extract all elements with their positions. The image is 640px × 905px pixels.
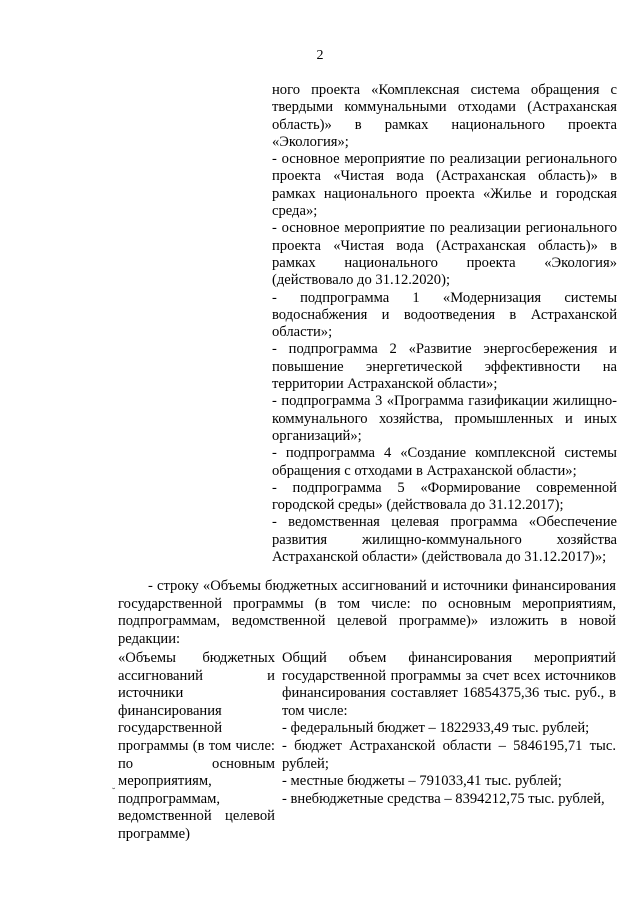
list-item: - подпрограмма 5 «Формирование современной городской среды» (действовала до 31.12.2017); [272, 479, 617, 514]
amendment-paragraph [118, 578, 616, 648]
list-item: - подпрограмма 2 «Развитие энергосбережения и повышение энергетической эффективности на территории Астраханской области»; [272, 341, 617, 393]
list-item: - основное мероприятие по реализации регионального проекта «Чистая вода (Астраханская область)» в рамках национального проекта «Экология» (действовало до 31.12.2020); [272, 220, 617, 289]
list-item: ного проекта «Комплексная система обращения с твердыми коммунальными отходами (Астраханская область)» в рамках национального проекта «Экология»; [272, 82, 617, 150]
list-item: - подпрограмма 1 «Модернизация системы водоснабжения и водоотведения в Астраханской области»; [272, 289, 617, 341]
list-item: - подпрограмма 4 «Создание комплексной системы обращения с отходами в Астраханской области»; [272, 445, 617, 479]
funding-line: - внебюджетные средства – 8394212,75 тыс. рублей, [282, 790, 605, 807]
amendment-text: - строку «Объемы бюджетных ассигнований и источники финансирования государственной программы (в том числе: по основным мероприятиям, подпрограммам, ведомственной целевой программе)» изложить в новой редакции: [118, 578, 616, 647]
funding-line: - федеральный бюджет – 1822933,49 тыс. рублей; [282, 720, 590, 737]
table-left-cell: «Объемы бюджетных ассигнований и источники финансирования государственной программы (в том числе: по основным мероприятиям, подпрограммам, ведомственной целевой программе) [118, 650, 275, 842]
list-item: - ведомственная целевая программа «Обеспечение развития жилищно-коммунального хозяйства Астраханской области» (действовала до 31.12.2017)»; [272, 514, 617, 566]
page-number: 2 [316, 48, 324, 63]
funding-line: Общий объем финансирования мероприятий государственной программы за счет всех источников финансирования составляет 16854375,36 тыс. руб., в том числе: [282, 650, 616, 719]
margin-mark: ˘ [112, 787, 116, 798]
list-item: - основное мероприятие по реализации регионального проекта «Чистая вода (Астраханская область)» в рамках национального проекта «Жилье и городская среда»; [272, 151, 617, 220]
funding-line: - бюджет Астраханской области – 5846195,71 тыс. рублей; [282, 737, 616, 772]
program-list [272, 82, 617, 566]
funding-line: - местные бюджеты – 791033,41 тыс. рублей; [282, 773, 562, 790]
list-item: - подпрограмма 3 «Программа газификации жилищно-коммунального хозяйства, промышленных и иных организаций»; [272, 393, 617, 444]
table-right-cell [282, 650, 616, 808]
